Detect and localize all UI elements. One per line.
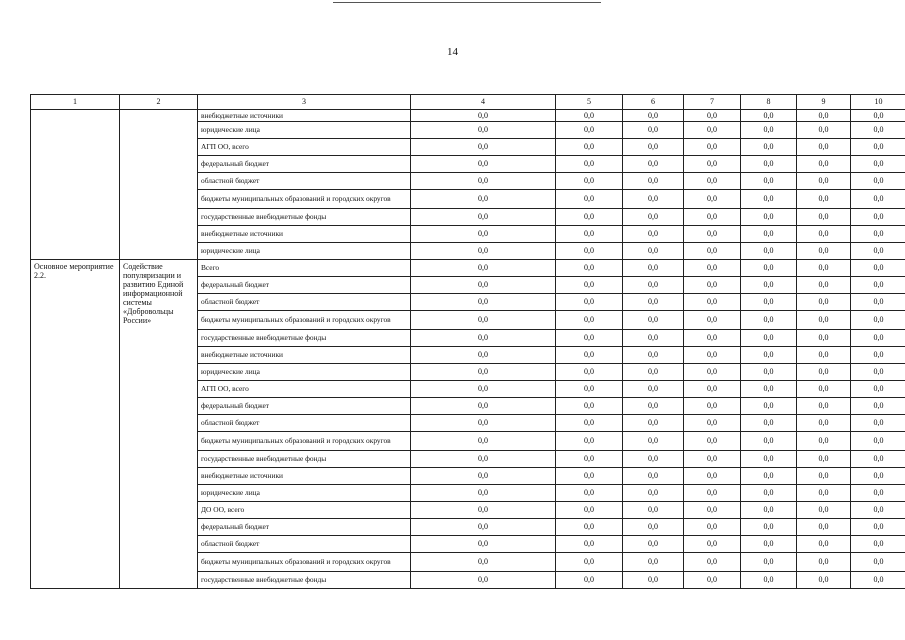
value-cell: 0,0: [851, 468, 905, 485]
value-cell: 0,0: [851, 173, 905, 190]
value-cell: 0,0: [684, 432, 741, 451]
value-cell: 0,0: [741, 536, 797, 553]
value-cell: 0,0: [741, 139, 797, 156]
value-cell: 0,0: [797, 311, 851, 330]
value-cell: 0,0: [623, 311, 684, 330]
value-cell: 0,0: [797, 209, 851, 226]
value-cell: 0,0: [556, 364, 623, 381]
value-cell: 0,0: [851, 139, 905, 156]
value-cell: 0,0: [684, 330, 741, 347]
source-label: Всего: [198, 260, 411, 277]
value-cell: 0,0: [741, 519, 797, 536]
value-cell: 0,0: [684, 277, 741, 294]
source-label: внебюджетные источники: [198, 468, 411, 485]
value-cell: 0,0: [411, 553, 556, 572]
value-cell: 0,0: [411, 364, 556, 381]
source-label: федеральный бюджет: [198, 398, 411, 415]
value-cell: 0,0: [851, 415, 905, 432]
value-cell: 0,0: [411, 311, 556, 330]
value-cell: 0,0: [797, 277, 851, 294]
value-cell: 0,0: [797, 173, 851, 190]
value-cell: 0,0: [684, 572, 741, 589]
value-cell: 0,0: [851, 226, 905, 243]
value-cell: 0,0: [411, 139, 556, 156]
value-cell: 0,0: [556, 190, 623, 209]
value-cell: 0,0: [741, 364, 797, 381]
value-cell: 0,0: [556, 294, 623, 311]
value-cell: 0,0: [623, 451, 684, 468]
source-label: внебюджетные источники: [198, 347, 411, 364]
source-label: областной бюджет: [198, 173, 411, 190]
value-cell: 0,0: [411, 468, 556, 485]
value-cell: 0,0: [411, 110, 556, 122]
value-cell: 0,0: [556, 432, 623, 451]
value-cell: 0,0: [741, 502, 797, 519]
value-cell: 0,0: [623, 173, 684, 190]
value-cell: 0,0: [556, 110, 623, 122]
value-cell: 0,0: [623, 243, 684, 260]
description-cell: Содействие популяризации и развитию Единой информационной системы «Добровольцы России»: [120, 260, 198, 589]
value-cell: 0,0: [797, 190, 851, 209]
value-cell: 0,0: [556, 536, 623, 553]
value-cell: 0,0: [556, 381, 623, 398]
value-cell: 0,0: [556, 572, 623, 589]
value-cell: 0,0: [741, 415, 797, 432]
top-rule: [333, 2, 601, 3]
value-cell: 0,0: [411, 294, 556, 311]
description-cell: [120, 110, 198, 260]
source-label: бюджеты муниципальных образований и городских округов: [198, 553, 411, 572]
value-cell: 0,0: [684, 294, 741, 311]
value-cell: 0,0: [797, 519, 851, 536]
value-cell: 0,0: [851, 398, 905, 415]
value-cell: 0,0: [411, 173, 556, 190]
value-cell: 0,0: [411, 190, 556, 209]
value-cell: 0,0: [411, 415, 556, 432]
value-cell: 0,0: [741, 277, 797, 294]
value-cell: 0,0: [556, 519, 623, 536]
value-cell: 0,0: [741, 260, 797, 277]
value-cell: 0,0: [684, 468, 741, 485]
value-cell: 0,0: [623, 398, 684, 415]
source-label: АГП ОО, всего: [198, 381, 411, 398]
source-label: областной бюджет: [198, 294, 411, 311]
value-cell: 0,0: [797, 536, 851, 553]
table-row: [31, 260, 905, 277]
header-cell: 1: [31, 95, 120, 110]
value-cell: 0,0: [623, 226, 684, 243]
value-cell: 0,0: [797, 451, 851, 468]
value-cell: 0,0: [411, 209, 556, 226]
value-cell: 0,0: [797, 243, 851, 260]
value-cell: 0,0: [623, 381, 684, 398]
page-number: 14: [447, 46, 458, 58]
value-cell: 0,0: [623, 502, 684, 519]
value-cell: 0,0: [411, 347, 556, 364]
value-cell: 0,0: [623, 330, 684, 347]
value-cell: 0,0: [623, 519, 684, 536]
header-cell: 7: [684, 95, 741, 110]
value-cell: 0,0: [684, 347, 741, 364]
source-label: внебюджетные источники: [198, 226, 411, 243]
value-cell: 0,0: [623, 190, 684, 209]
value-cell: 0,0: [684, 536, 741, 553]
value-cell: 0,0: [851, 294, 905, 311]
value-cell: 0,0: [851, 330, 905, 347]
source-label: государственные внебюджетные фонды: [198, 451, 411, 468]
value-cell: 0,0: [797, 347, 851, 364]
value-cell: 0,0: [797, 156, 851, 173]
value-cell: 0,0: [851, 572, 905, 589]
value-cell: 0,0: [851, 451, 905, 468]
source-label: юридические лица: [198, 364, 411, 381]
value-cell: 0,0: [851, 347, 905, 364]
value-cell: 0,0: [411, 277, 556, 294]
value-cell: 0,0: [556, 122, 623, 139]
value-cell: 0,0: [556, 311, 623, 330]
value-cell: 0,0: [797, 364, 851, 381]
value-cell: 0,0: [741, 468, 797, 485]
value-cell: 0,0: [851, 502, 905, 519]
value-cell: 0,0: [411, 485, 556, 502]
value-cell: 0,0: [797, 110, 851, 122]
value-cell: 0,0: [623, 347, 684, 364]
header-cell: 10: [851, 95, 905, 110]
value-cell: 0,0: [623, 277, 684, 294]
value-cell: 0,0: [556, 451, 623, 468]
value-cell: 0,0: [684, 451, 741, 468]
source-label: областной бюджет: [198, 415, 411, 432]
value-cell: 0,0: [556, 243, 623, 260]
value-cell: 0,0: [797, 330, 851, 347]
value-cell: 0,0: [741, 311, 797, 330]
value-cell: 0,0: [684, 156, 741, 173]
header-cell: 5: [556, 95, 623, 110]
value-cell: 0,0: [797, 294, 851, 311]
value-cell: 0,0: [623, 536, 684, 553]
value-cell: 0,0: [851, 277, 905, 294]
value-cell: 0,0: [684, 485, 741, 502]
value-cell: 0,0: [556, 226, 623, 243]
value-cell: 0,0: [411, 260, 556, 277]
value-cell: 0,0: [741, 451, 797, 468]
value-cell: 0,0: [623, 432, 684, 451]
header-cell: 6: [623, 95, 684, 110]
value-cell: 0,0: [411, 122, 556, 139]
value-cell: 0,0: [411, 536, 556, 553]
value-cell: 0,0: [411, 572, 556, 589]
activity-cell: Основное мероприятие 2.2.: [31, 260, 120, 589]
value-cell: 0,0: [623, 415, 684, 432]
value-cell: 0,0: [797, 398, 851, 415]
source-label: федеральный бюджет: [198, 519, 411, 536]
table-row: [31, 110, 905, 122]
value-cell: 0,0: [623, 294, 684, 311]
value-cell: 0,0: [741, 347, 797, 364]
value-cell: 0,0: [623, 260, 684, 277]
source-label: федеральный бюджет: [198, 156, 411, 173]
value-cell: 0,0: [741, 381, 797, 398]
value-cell: 0,0: [851, 536, 905, 553]
value-cell: 0,0: [684, 190, 741, 209]
value-cell: 0,0: [411, 381, 556, 398]
value-cell: 0,0: [851, 156, 905, 173]
value-cell: 0,0: [851, 381, 905, 398]
value-cell: 0,0: [797, 572, 851, 589]
value-cell: 0,0: [556, 277, 623, 294]
value-cell: 0,0: [741, 553, 797, 572]
value-cell: 0,0: [741, 156, 797, 173]
value-cell: 0,0: [556, 209, 623, 226]
value-cell: 0,0: [851, 485, 905, 502]
value-cell: 0,0: [411, 502, 556, 519]
value-cell: 0,0: [556, 173, 623, 190]
value-cell: 0,0: [851, 260, 905, 277]
value-cell: 0,0: [797, 226, 851, 243]
source-label: юридические лица: [198, 243, 411, 260]
value-cell: 0,0: [851, 432, 905, 451]
value-cell: 0,0: [797, 553, 851, 572]
value-cell: 0,0: [797, 139, 851, 156]
value-cell: 0,0: [684, 122, 741, 139]
value-cell: 0,0: [684, 226, 741, 243]
value-cell: 0,0: [851, 311, 905, 330]
header-row: [31, 95, 905, 110]
value-cell: 0,0: [741, 432, 797, 451]
value-cell: 0,0: [741, 209, 797, 226]
value-cell: 0,0: [741, 485, 797, 502]
value-cell: 0,0: [556, 156, 623, 173]
source-label: федеральный бюджет: [198, 277, 411, 294]
table-body: [31, 95, 905, 589]
value-cell: 0,0: [556, 502, 623, 519]
value-cell: 0,0: [851, 243, 905, 260]
source-label: юридические лица: [198, 485, 411, 502]
source-label: АГП ОО, всего: [198, 139, 411, 156]
header-cell: 8: [741, 95, 797, 110]
value-cell: 0,0: [623, 572, 684, 589]
value-cell: 0,0: [684, 502, 741, 519]
value-cell: 0,0: [851, 364, 905, 381]
value-cell: 0,0: [684, 398, 741, 415]
value-cell: 0,0: [797, 415, 851, 432]
value-cell: 0,0: [623, 468, 684, 485]
value-cell: 0,0: [623, 364, 684, 381]
value-cell: 0,0: [556, 485, 623, 502]
source-label: государственные внебюджетные фонды: [198, 572, 411, 589]
value-cell: 0,0: [684, 209, 741, 226]
value-cell: 0,0: [684, 243, 741, 260]
value-cell: 0,0: [411, 451, 556, 468]
value-cell: 0,0: [411, 226, 556, 243]
value-cell: 0,0: [851, 519, 905, 536]
header-cell: 4: [411, 95, 556, 110]
value-cell: 0,0: [556, 415, 623, 432]
value-cell: 0,0: [797, 260, 851, 277]
source-label: государственные внебюджетные фонды: [198, 330, 411, 347]
value-cell: 0,0: [741, 398, 797, 415]
value-cell: 0,0: [556, 398, 623, 415]
value-cell: 0,0: [684, 415, 741, 432]
value-cell: 0,0: [851, 209, 905, 226]
value-cell: 0,0: [556, 553, 623, 572]
value-cell: 0,0: [684, 364, 741, 381]
value-cell: 0,0: [684, 519, 741, 536]
value-cell: 0,0: [797, 485, 851, 502]
value-cell: 0,0: [741, 226, 797, 243]
source-label: областной бюджет: [198, 536, 411, 553]
value-cell: 0,0: [741, 122, 797, 139]
value-cell: 0,0: [684, 139, 741, 156]
value-cell: 0,0: [741, 243, 797, 260]
value-cell: 0,0: [797, 381, 851, 398]
value-cell: 0,0: [797, 122, 851, 139]
value-cell: 0,0: [556, 347, 623, 364]
value-cell: 0,0: [623, 209, 684, 226]
value-cell: 0,0: [556, 260, 623, 277]
value-cell: 0,0: [623, 553, 684, 572]
value-cell: 0,0: [411, 243, 556, 260]
header-cell: 9: [797, 95, 851, 110]
value-cell: 0,0: [851, 110, 905, 122]
value-cell: 0,0: [556, 330, 623, 347]
value-cell: 0,0: [684, 110, 741, 122]
value-cell: 0,0: [684, 381, 741, 398]
source-label: ДО ОО, всего: [198, 502, 411, 519]
value-cell: 0,0: [741, 572, 797, 589]
value-cell: 0,0: [623, 485, 684, 502]
value-cell: 0,0: [797, 468, 851, 485]
value-cell: 0,0: [623, 110, 684, 122]
value-cell: 0,0: [623, 139, 684, 156]
value-cell: 0,0: [411, 432, 556, 451]
source-label: государственные внебюджетные фонды: [198, 209, 411, 226]
value-cell: 0,0: [684, 260, 741, 277]
source-label: бюджеты муниципальных образований и городских округов: [198, 311, 411, 330]
source-label: бюджеты муниципальных образований и городских округов: [198, 190, 411, 209]
source-label: внебюджетные источники: [198, 110, 411, 122]
value-cell: 0,0: [741, 173, 797, 190]
value-cell: 0,0: [684, 173, 741, 190]
source-label: юридические лица: [198, 122, 411, 139]
value-cell: 0,0: [851, 122, 905, 139]
value-cell: 0,0: [851, 553, 905, 572]
value-cell: 0,0: [741, 190, 797, 209]
value-cell: 0,0: [741, 110, 797, 122]
value-cell: 0,0: [411, 398, 556, 415]
value-cell: 0,0: [797, 432, 851, 451]
activity-cell: [31, 110, 120, 260]
value-cell: 0,0: [684, 311, 741, 330]
value-cell: 0,0: [684, 553, 741, 572]
value-cell: 0,0: [411, 519, 556, 536]
value-cell: 0,0: [797, 502, 851, 519]
value-cell: 0,0: [411, 156, 556, 173]
value-cell: 0,0: [623, 122, 684, 139]
budget-table: [30, 94, 905, 589]
value-cell: 0,0: [741, 330, 797, 347]
value-cell: 0,0: [623, 156, 684, 173]
value-cell: 0,0: [556, 468, 623, 485]
value-cell: 0,0: [411, 330, 556, 347]
value-cell: 0,0: [556, 139, 623, 156]
header-cell: 2: [120, 95, 198, 110]
value-cell: 0,0: [741, 294, 797, 311]
value-cell: 0,0: [851, 190, 905, 209]
source-label: бюджеты муниципальных образований и городских округов: [198, 432, 411, 451]
header-cell: 3: [198, 95, 411, 110]
